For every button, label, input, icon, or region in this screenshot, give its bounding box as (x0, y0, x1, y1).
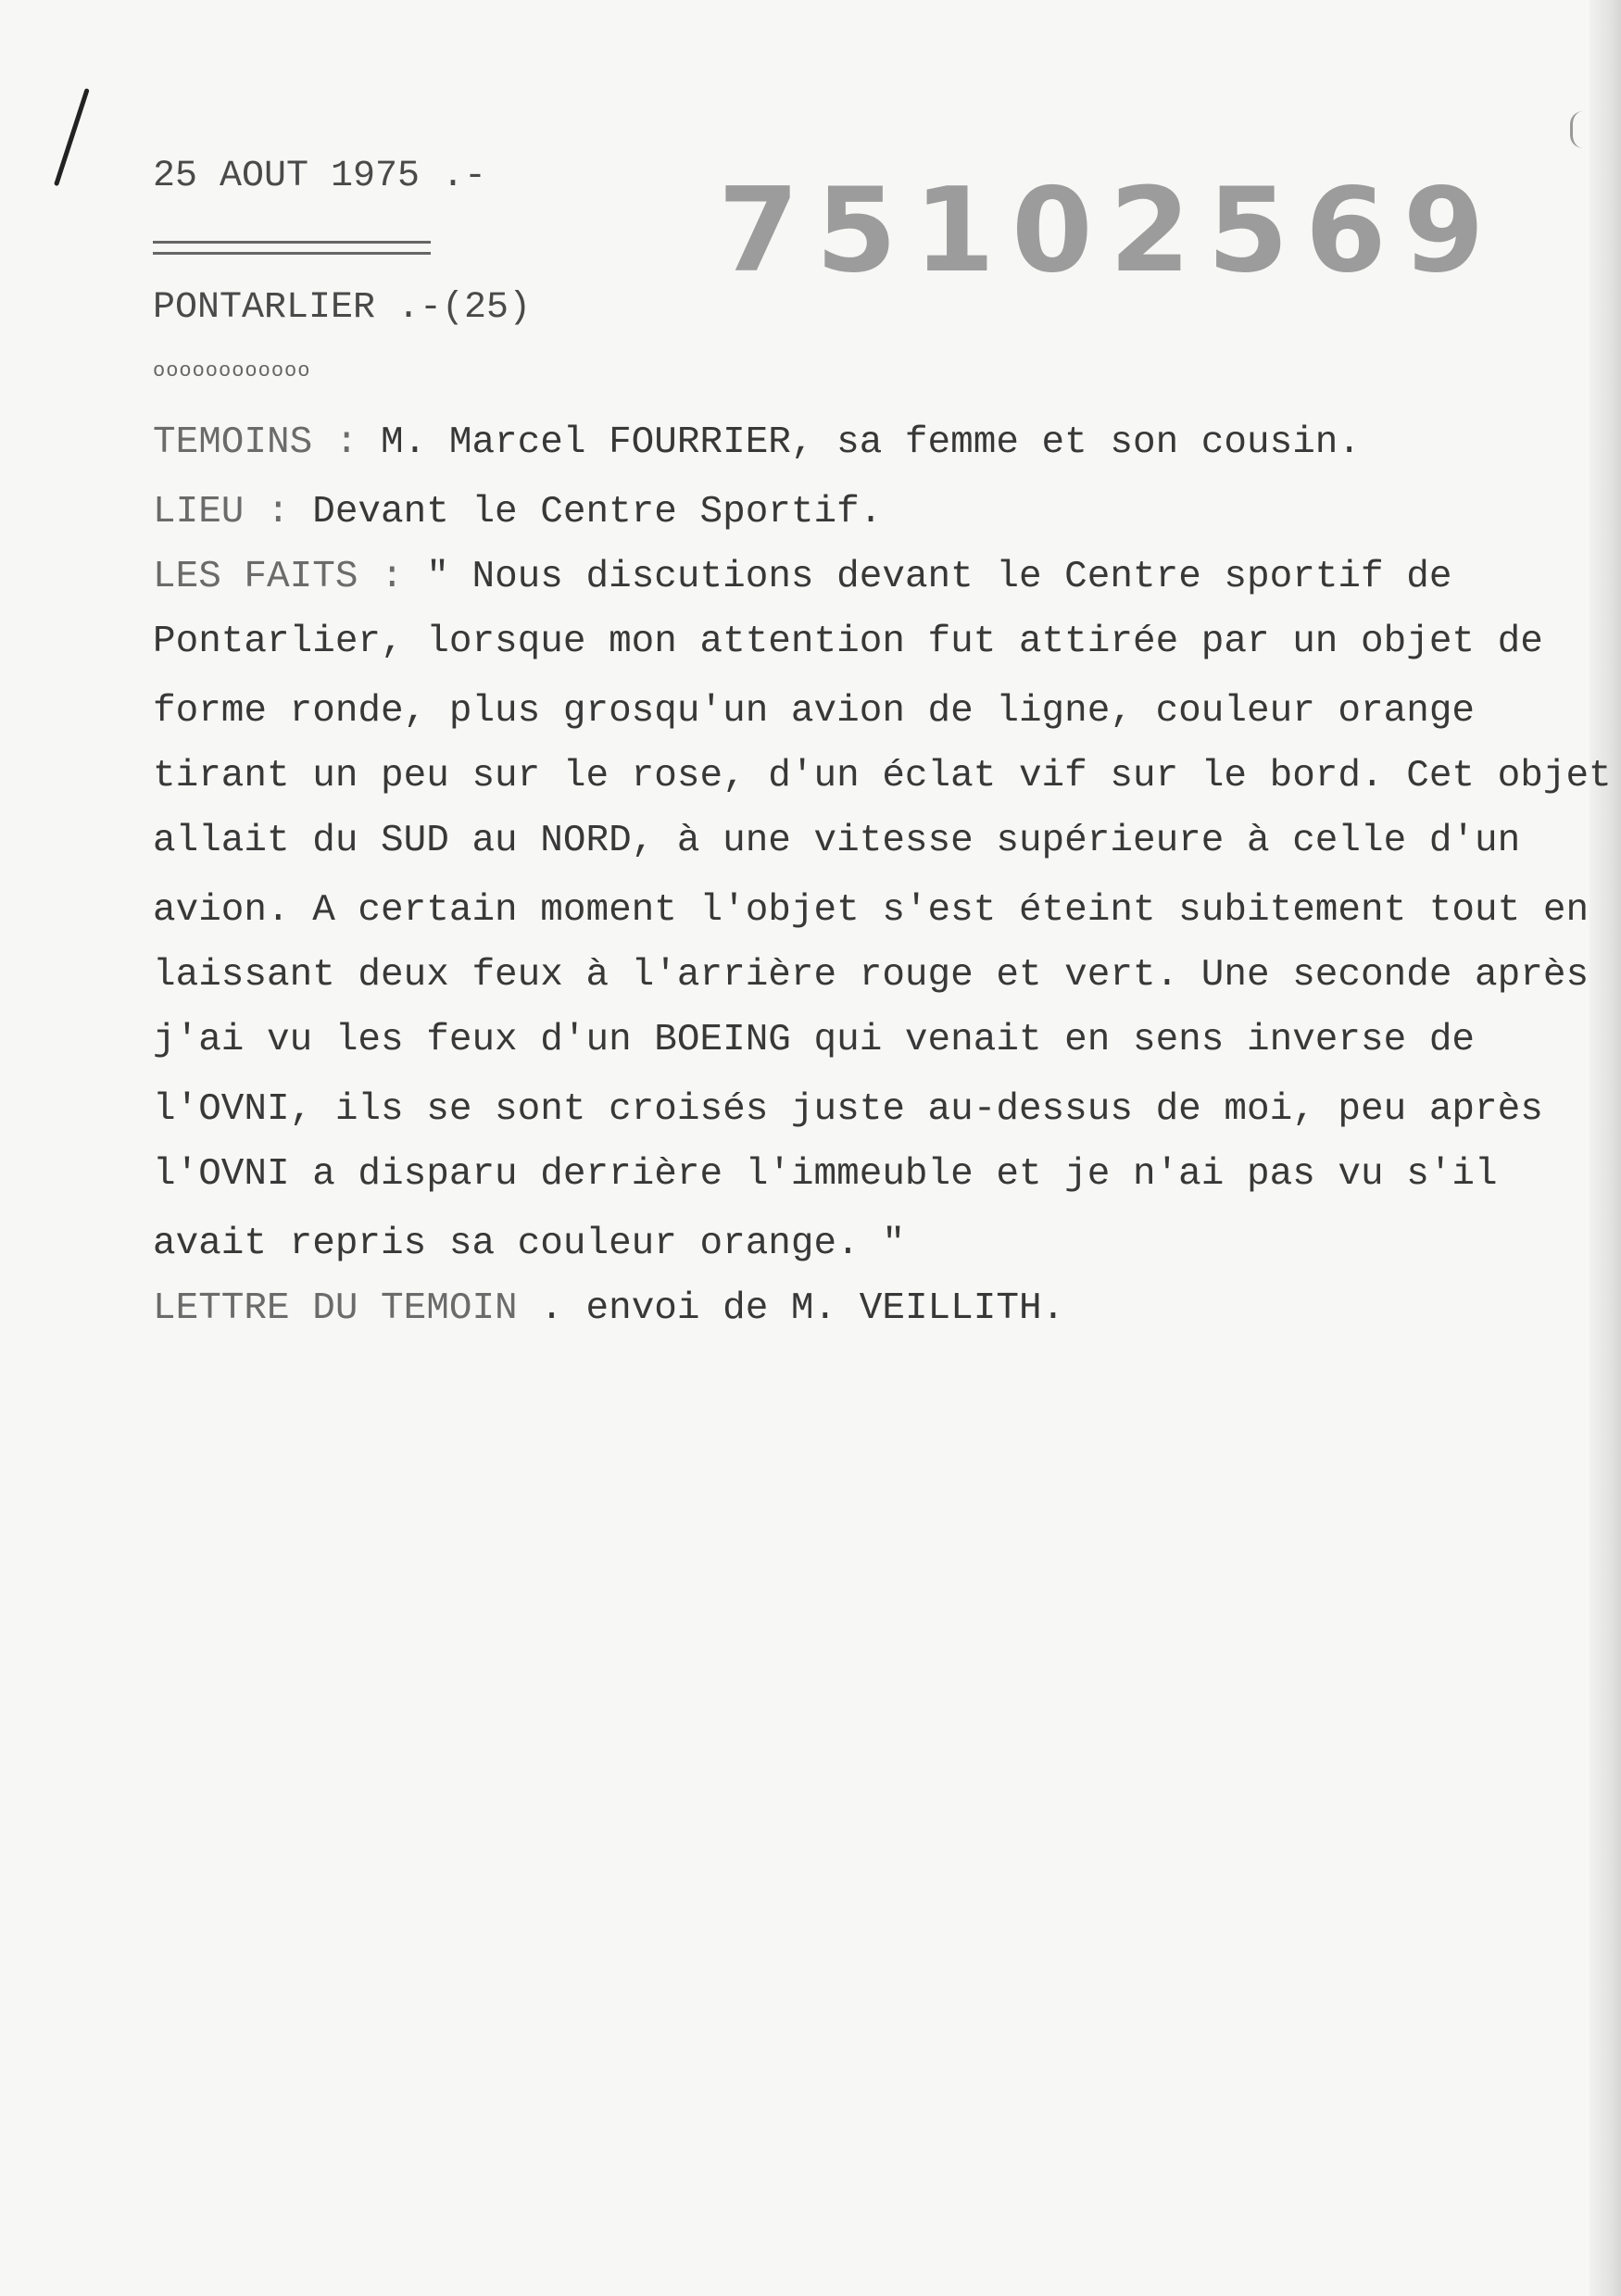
stamp-number: 75102569 (718, 162, 1502, 298)
facts-text-line: allait du SUD au NORD, à une vitesse supérieure à celle d'un (153, 820, 1521, 862)
letter-line (153, 1287, 1064, 1330)
witnesses-line (153, 421, 1361, 464)
facts-text-line: avait repris sa couleur orange. " (153, 1223, 905, 1265)
report-date: 25 AOUT 1975 .- (153, 156, 487, 197)
facts-text-line: l'OVNI a disparu derrière l'immeuble et je n'ai pas vu s'il (153, 1153, 1498, 1196)
facts-text-line: l'OVNI, ils se sont croisés juste au-dessus de moi, peu après (153, 1088, 1543, 1131)
location-label: LIEU : (153, 491, 290, 533)
letter-label: LETTRE DU TEMOIN (153, 1287, 518, 1330)
double-rule-divider (153, 241, 431, 255)
facts-line (153, 556, 1451, 598)
facts-text-line: tirant un peu sur le rose, d'un éclat vif sur le bord. Cet objet (153, 755, 1612, 797)
location-text: Devant le Centre Sportif. (289, 491, 883, 533)
circle-separator: oooooooooooo (153, 359, 311, 383)
location-line (153, 491, 882, 533)
report-place: PONTARLIER .-(25) (153, 287, 532, 329)
edge-mark (1570, 111, 1586, 148)
witnesses-text: M. Marcel FOURRIER, sa femme et son cousin. (358, 421, 1362, 464)
facts-label: LES FAITS : (153, 556, 404, 598)
facts-text-line: laissant deux feux à l'arrière rouge et vert. Une seconde après (153, 954, 1590, 997)
facts-text-line: avion. A certain moment l'objet s'est éteint subitement tout en (153, 889, 1590, 932)
facts-first-line: " Nous discutions devant le Centre sportif de (403, 556, 1452, 598)
handwritten-slash-mark (54, 88, 90, 186)
letter-text: . envoi de M. VEILLITH. (517, 1287, 1065, 1330)
facts-text-line: Pontarlier, lorsque mon attention fut attirée par un objet de (153, 621, 1543, 663)
witnesses-label: TEMOINS : (153, 421, 358, 464)
paper-edge (1590, 0, 1621, 2296)
facts-text-line: forme ronde, plus grosqu'un avion de ligne, couleur orange (153, 690, 1476, 733)
facts-text-line: j'ai vu les feux d'un BOEING qui venait en sens inverse de (153, 1019, 1476, 1061)
